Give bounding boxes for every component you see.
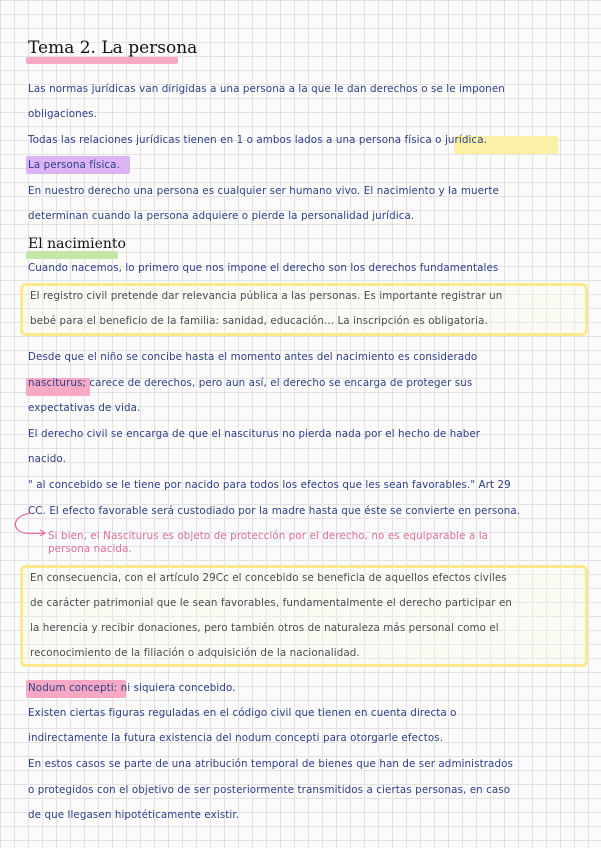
nodum-line-5: o protegidos con el objetivo de ser posteriormente transmitidos a ciertas personas, en caso bbox=[28, 784, 511, 796]
nasciturus-line-3: expectativas de vida. bbox=[28, 402, 141, 414]
nasciturus-line-6: " al concebido se le tiene por nacido para todos los efectos que les sean favorables." Art 29 bbox=[28, 479, 511, 491]
nacimiento-line-1: Cuando nacemos, lo primero que nos impone el derecho son los derechos fundamentales bbox=[28, 262, 499, 274]
consecuencia-line-2: de carácter patrimonial que le sean favorables, fundamentalmente el derecho participar en bbox=[30, 597, 513, 609]
nodum-line-1: Nodum concepti: ni siquiera concebido. bbox=[28, 682, 236, 694]
nasciturus-line-7: CC. El efecto favorable será custodiado por la madre hasta que éste se convierte en persona. bbox=[28, 505, 521, 517]
nasciturus-line-1: Desde que el niño se concibe hasta el momento antes del nacimiento es considerado bbox=[28, 351, 478, 363]
consecuencia-line-1: En consecuencia, con el artículo 29Cc el concebido se beneficia de aquellos efectos civiles bbox=[30, 572, 507, 584]
annotation-arrow-icon bbox=[8, 510, 48, 540]
nodum-line-3: indirectamente la futura existencia del nodum concepti para otorgarle efectos. bbox=[28, 732, 444, 744]
nasciturus-line-2: nasciturus; carece de derechos, pero aun así, el derecho se encarga de proteger sus bbox=[28, 377, 473, 389]
note-line-2: persona nacida. bbox=[48, 543, 132, 555]
nodum-line-4: En estos casos se parte de una atribución temporal de bienes que han de ser administrados bbox=[28, 758, 513, 770]
intro-line-1: Las normas jurídicas van dirigidas a una persona a la que le dan derechos o se le imponen bbox=[28, 83, 505, 95]
nasciturus-line-4: El derecho civil se encarga de que el nasciturus no pierda nada por el hecho de haber bbox=[28, 428, 481, 440]
registro-line-1: El registro civil pretende dar relevancia pública a las personas. Es importante registrar un bbox=[30, 290, 503, 302]
consecuencia-line-3: la herencia y recibir donaciones, pero también otros de naturaleza más personal como el bbox=[30, 622, 499, 634]
intro-line-5: En nuestro derecho una persona es cualquier ser humano vivo. El nacimiento y la muerte bbox=[28, 185, 499, 197]
nasciturus-line-5: nacido. bbox=[28, 453, 66, 465]
note-line-1: Si bien, el Nasciturus es objeto de protección por el derecho, no es equiparable a la bbox=[48, 530, 489, 542]
consecuencia-line-4: reconocimiento de la filiación o adquisición de la nacionalidad. bbox=[30, 647, 360, 659]
section-heading-nacimiento: El nacimiento bbox=[28, 236, 126, 252]
persona-fisica-label: La persona física. bbox=[28, 159, 120, 171]
intro-line-2: obligaciones. bbox=[28, 108, 98, 120]
intro-line-6: determinan cuando la persona adquiere o pierde la personalidad jurídica. bbox=[28, 210, 415, 222]
nodum-line-2: Existen ciertas figuras reguladas en el código civil que tienen en cuenta directa o bbox=[28, 707, 457, 719]
page-title: Tema 2. La persona bbox=[28, 38, 198, 58]
nacimiento-highlight bbox=[26, 251, 118, 259]
title-highlight bbox=[26, 57, 178, 64]
registro-line-2: bebé para el beneficio de la familia: sanidad, educación... La inscripción es obligatoria. bbox=[30, 315, 488, 327]
nodum-line-6: de que llegasen hipotéticamente existir. bbox=[28, 809, 240, 821]
intro-line-3: Todas las relaciones jurídicas tienen en 1 o ambos lados a una persona física o jurídica. bbox=[28, 134, 487, 146]
